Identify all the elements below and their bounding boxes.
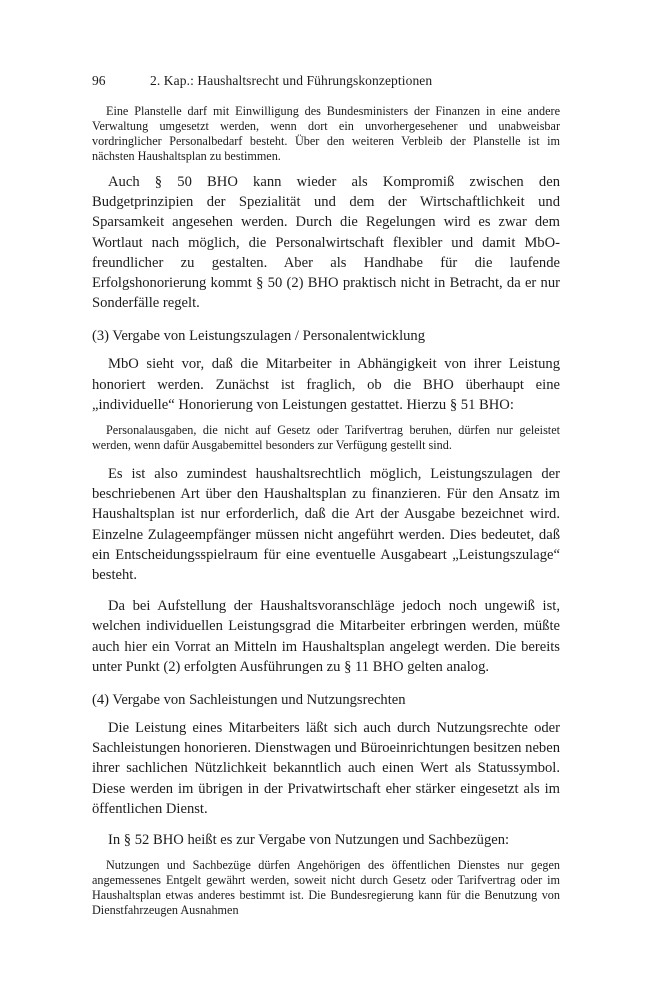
running-header xyxy=(92,72,560,90)
statute-quote-bho-51: Personalausgaben, die nicht auf Gesetz oder Tarifvertrag beruhen, dürfen nur geleistet werden, wenn dafür Ausgabemittel besonders zur Verfügung gestellt sind. xyxy=(92,423,560,453)
section-heading-leistungszulagen: (3) Vergabe von Leistungszulagen / Personalentwicklung xyxy=(92,328,426,345)
statute-quote-bho-52: Nutzungen und Sachbezüge dürfen Angehörigen des öffentlichen Dienstes nur gegen angemessenes Entgelt gewährt werden, soweit nicht durch Gesetz oder Tarifvertrag oder im Haushaltsplan etwas anderes bestimmt ist. Die Bundesregierung kann für die Benutzung von Dienstfahrzeugen Ausnahmen xyxy=(92,858,560,918)
paragraph-mbo-honorierung: MbO sieht vor, daß die Mitarbeiter in Abhängigkeit von ihrer Leistung honoriert werden. Zunächst ist fraglich, ob die BHO überhaupt eine „individuelle“ Honorierung von Leistungen gestattet. Hierzu § 51 BHO: xyxy=(92,356,560,413)
paragraph-nutzungsrechte: Die Leistung eines Mitarbeiters läßt sich auch durch Nutzungsrechte oder Sachleistungen honorieren. Dienstwagen und Büroeinrichtungen besitzen neben ihrer sachlichen Nützlichkeit bekanntlich auch einen Wert als Statussymbol. Diese werden im übrigen in der Privatwirtschaft eher stärker eingesetzt als im öffentlichen Dienst. xyxy=(92,720,560,817)
page-number: 96 xyxy=(92,73,106,88)
paragraph-leistungszulagen: Es ist also zumindest haushaltsrechtlich möglich, Leistungszulagen der beschriebenen Art über den Haushaltsplan zu finanzieren. Für den Ansatz im Haushaltsplan ist nur erforderlich, daß die Art der Ausgabe bezeichnet wird. Einzelne Zulageempfänger müssen nicht angeführt werden. Dies bedeutet, daß ein Entscheidungsspielraum für eine eventuelle Ausgabeart „Leistungszulage“ besteht. xyxy=(92,466,560,584)
book-page xyxy=(92,72,560,918)
paragraph-bho-50: Auch § 50 BHO kann wieder als Kompromiß zwischen den Budgetprinzipien der Spezialität und dem der Wirtschaftlichkeit und Sparsamkeit angesehen werden. Durch die Regelungen wird es zwar dem Wortlaut nach möglich, die Personalwirtschaft flexibler und damit MbO-freundlicher zu gestalten. Aber als Handhabe für die laufende Erfolgshonorierung kommt § 50 (2) BHO praktisch nicht in Betracht, da er nur Sonderfälle regelt. xyxy=(92,174,560,312)
running-title: 2. Kap.: Haushaltsrecht und Führungskonzeptionen xyxy=(150,73,433,88)
paragraph-bho-52-intro: In § 52 BHO heißt es zur Vergabe von Nutzungen und Sachbezügen: xyxy=(108,832,510,849)
paragraph-haushaltsvoranschlaege: Da bei Aufstellung der Haushaltsvoranschläge jedoch noch ungewiß ist, welchen individuellen Leistungsgrad die Mitarbeiter erbringen werden, müßte auch hier ein Vorrat an Mitteln im Haushaltsplan angelegt werden. Die bereits unter Punkt (2) erfolgten Ausführungen zu § 11 BHO gelten analog. xyxy=(92,598,560,675)
statute-quote-planstelle: Eine Planstelle darf mit Einwilligung des Bundesministers der Finanzen in eine andere Verwaltung umgesetzt werden, wenn dort ein unvorhergesehener und unabweisbar vordringlicher Personalbedarf besteht. Über den weiteren Verbleib der Planstelle ist im nächsten Haushaltsplan zu bestimmen. xyxy=(92,104,560,163)
section-heading-sachleistungen: (4) Vergabe von Sachleistungen und Nutzungsrechten xyxy=(92,692,406,709)
